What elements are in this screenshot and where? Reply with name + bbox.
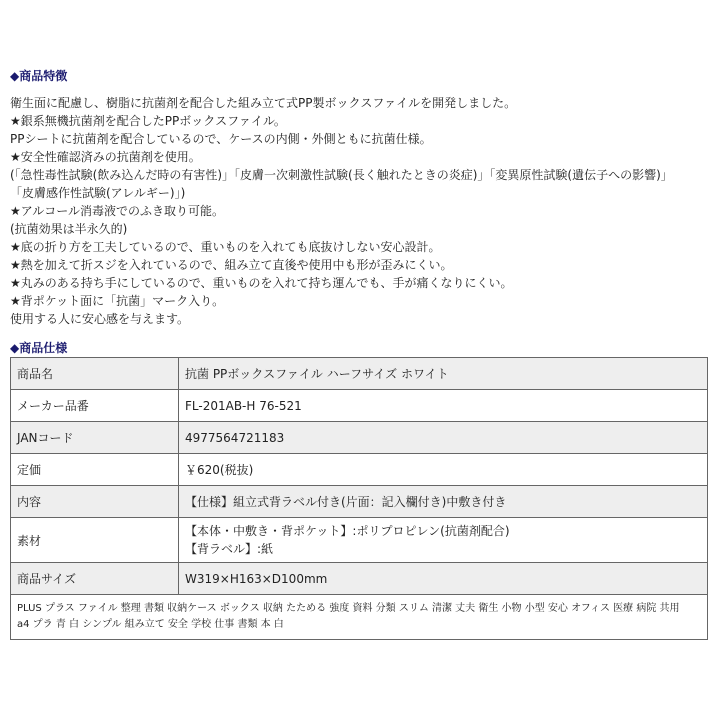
- keywords-cell: [11, 595, 708, 640]
- feature-line: ★熱を加えて折スジを入れているので、組み立て直後や使用中も形が歪みにくい。: [10, 258, 453, 272]
- keywords-line: PLUS プラス ファイル 整理 書類 収納ケース ボックス 収納 たためる 強度 資料 分類 スリム 清潔 丈夫 衛生 小物 小型 安心 オフィス 医療 病院 共用: [17, 603, 680, 614]
- feature-line: 衛生面に配慮し、樹脂に抗菌剤を配合した組み立て式PP製ボックスファイルを開発しました。: [10, 96, 517, 110]
- spec-key: メーカー品番: [11, 390, 179, 422]
- spec-key: 商品サイズ: [11, 563, 179, 595]
- feature-line: 「皮膚感作性試験(アレルギー)」): [10, 186, 186, 200]
- keywords-line: a4 プラ 青 白 シンプル 組み立て 安全 学校 仕事 書類 本 白: [17, 619, 284, 630]
- spec-value: W319×H163×D100mm: [179, 563, 708, 595]
- spec-key: 商品名: [11, 358, 179, 390]
- feature-line: 使用する人に安心感を与えます。: [10, 312, 190, 326]
- features-list: [10, 94, 710, 328]
- spec-row-size: [11, 563, 708, 595]
- spec-value: 4977564721183: [179, 422, 708, 454]
- feature-line: ★アルコール消毒液でのふき取り可能。: [10, 204, 225, 218]
- spec-key: 定価: [11, 454, 179, 486]
- feature-line: ★丸みのある持ち手にしているので、重いものを入れて持ち運んでも、手が痛くなりにくい。: [10, 276, 513, 290]
- spec-row-jan-code: [11, 422, 708, 454]
- feature-line: ★銀系無機抗菌剤を配合したPPボックスファイル。: [10, 114, 286, 128]
- feature-line: PPシートに抗菌剤を配合しているので、ケースの内側・外側ともに抗菌仕様。: [10, 132, 432, 146]
- feature-line: ★底の折り方を工夫しているので、重いものを入れても底抜けしない安心設計。: [10, 240, 441, 254]
- feature-line: ★安全性確認済みの抗菌剤を使用。: [10, 150, 201, 164]
- spec-value: [179, 518, 708, 563]
- spec-section-title: ◆商品仕様: [10, 341, 68, 355]
- spec-table: [10, 357, 708, 640]
- feature-line: (「急性毒性試験(飲み込んだ時の有害性)」「皮膚一次刺激性試験(長く触れたときの炎症)」「変異原性試験(遺伝子への影響)」: [10, 168, 673, 182]
- features-section-title: ◆商品特徴: [10, 69, 68, 83]
- spec-row-keywords: [11, 595, 708, 640]
- spec-value: FL-201AB-H 76-521: [179, 390, 708, 422]
- spec-value: ￥620(税抜): [179, 454, 708, 486]
- spec-key: JANコード: [11, 422, 179, 454]
- spec-row-product-name: [11, 358, 708, 390]
- spec-value: 【仕様】組立式背ラベル付き(片面：記入欄付き)中敷き付き: [179, 486, 708, 518]
- spec-key: 素材: [11, 518, 179, 563]
- spec-row-maker-code: [11, 390, 708, 422]
- spec-row-price: [11, 454, 708, 486]
- spec-value-line: 【本体・中敷き・背ポケット】:ポリプロピレン(抗菌剤配合): [185, 524, 510, 538]
- spec-key: 内容: [11, 486, 179, 518]
- spec-value-line: 【背ラベル】:紙: [185, 542, 274, 556]
- spec-row-material: [11, 518, 708, 563]
- spec-value: 抗菌 PPボックスファイル ハーフサイズ ホワイト: [179, 358, 708, 390]
- feature-line: ★背ポケット面に「抗菌」マーク入り。: [10, 294, 225, 308]
- spec-row-contents: [11, 486, 708, 518]
- feature-line: (抗菌効果は半永久的): [10, 222, 128, 236]
